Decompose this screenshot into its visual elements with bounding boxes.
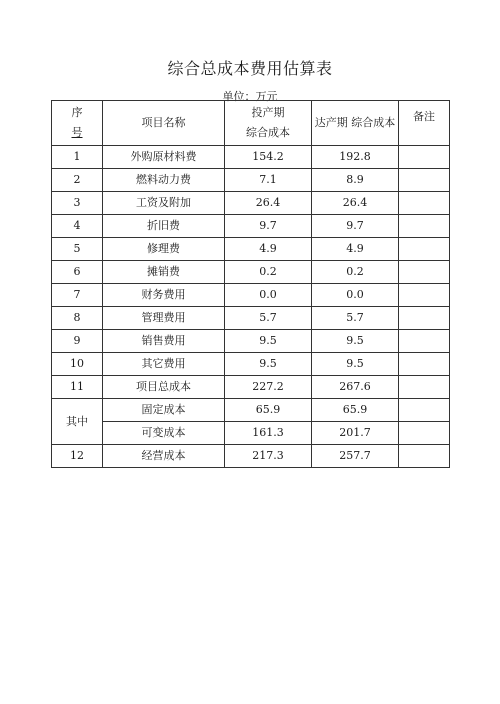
cell-item: 固定成本 — [103, 399, 225, 422]
cell-seq: 1 — [52, 146, 103, 169]
cell-note — [399, 376, 450, 399]
cell-note — [399, 261, 450, 284]
unit-label: 单位：万元 — [222, 90, 278, 103]
table-row — [52, 399, 450, 422]
header-seq: 序 号 — [52, 101, 103, 146]
table-row — [52, 307, 450, 330]
cell-seq: 3 — [52, 192, 103, 215]
cell-full: 8.9 — [312, 169, 399, 192]
cell-full: 26.4 — [312, 192, 399, 215]
cell-investment: 9.7 — [225, 215, 312, 238]
cell-note — [399, 307, 450, 330]
cell-item: 销售费用 — [103, 330, 225, 353]
table-row — [52, 284, 450, 307]
cell-full: 4.9 — [312, 238, 399, 261]
cell-seq: 7 — [52, 284, 103, 307]
table-row — [52, 330, 450, 353]
cell-note — [399, 330, 450, 353]
cost-estimate-table — [51, 100, 450, 468]
cell-full: 0.0 — [312, 284, 399, 307]
cell-note — [399, 238, 450, 261]
header-investment: 投产期 综合成本 — [225, 101, 312, 146]
cell-seq: 5 — [52, 238, 103, 261]
table-row — [52, 238, 450, 261]
cell-item: 其它费用 — [103, 353, 225, 376]
header-item: 项目名称 — [103, 101, 225, 146]
table-row — [52, 146, 450, 169]
cell-seq: 11 — [52, 376, 103, 399]
cell-investment: 9.5 — [225, 353, 312, 376]
cell-item: 外购原材料费 — [103, 146, 225, 169]
cell-note — [399, 169, 450, 192]
cell-investment: 0.2 — [225, 261, 312, 284]
cell-item: 折旧费 — [103, 215, 225, 238]
table-header-row — [52, 101, 450, 146]
table-row — [52, 215, 450, 238]
table-row — [52, 376, 450, 399]
cell-investment: 7.1 — [225, 169, 312, 192]
cell-item: 工资及附加 — [103, 192, 225, 215]
cell-note — [399, 146, 450, 169]
cell-item: 管理费用 — [103, 307, 225, 330]
header-full-production: 达产期 综合成本 — [312, 101, 399, 146]
cell-item: 修理费 — [103, 238, 225, 261]
cell-investment: 217.3 — [225, 445, 312, 468]
cell-note — [399, 353, 450, 376]
table-row — [52, 445, 450, 468]
cell-full: 257.7 — [312, 445, 399, 468]
cell-full: 65.9 — [312, 399, 399, 422]
cell-investment: 65.9 — [225, 399, 312, 422]
cell-item: 燃料动力费 — [103, 169, 225, 192]
cell-seq: 9 — [52, 330, 103, 353]
cell-item: 经营成本 — [103, 445, 225, 468]
header-note: 备注 — [399, 101, 450, 146]
cell-seq: 10 — [52, 353, 103, 376]
cell-seq: 2 — [52, 169, 103, 192]
cell-note — [399, 215, 450, 238]
cell-full: 0.2 — [312, 261, 399, 284]
cell-investment: 0.0 — [225, 284, 312, 307]
cell-investment: 26.4 — [225, 192, 312, 215]
cell-item: 可变成本 — [103, 422, 225, 445]
cell-full: 5.7 — [312, 307, 399, 330]
cell-note — [399, 445, 450, 468]
cell-investment: 5.7 — [225, 307, 312, 330]
table-row — [52, 422, 450, 445]
cell-of-which-label: 其中 — [52, 399, 103, 445]
cell-seq: 12 — [52, 445, 103, 468]
cell-investment: 227.2 — [225, 376, 312, 399]
cell-note — [399, 422, 450, 445]
cell-note — [399, 399, 450, 422]
table-row — [52, 353, 450, 376]
table-row — [52, 261, 450, 284]
cell-full: 267.6 — [312, 376, 399, 399]
cell-seq: 6 — [52, 261, 103, 284]
cell-full: 9.7 — [312, 215, 399, 238]
cell-full: 9.5 — [312, 330, 399, 353]
cell-full: 201.7 — [312, 422, 399, 445]
cell-note — [399, 192, 450, 215]
cell-item: 项目总成本 — [103, 376, 225, 399]
table-row — [52, 169, 450, 192]
cell-investment: 154.2 — [225, 146, 312, 169]
table-row — [52, 192, 450, 215]
page-title: 综合总成本费用估算表 — [167, 59, 333, 78]
cell-seq: 4 — [52, 215, 103, 238]
cell-item: 财务费用 — [103, 284, 225, 307]
cell-item: 摊销费 — [103, 261, 225, 284]
cell-note — [399, 284, 450, 307]
cell-seq: 8 — [52, 307, 103, 330]
cell-investment: 161.3 — [225, 422, 312, 445]
cell-investment: 9.5 — [225, 330, 312, 353]
cell-full: 9.5 — [312, 353, 399, 376]
cell-full: 192.8 — [312, 146, 399, 169]
cell-investment: 4.9 — [225, 238, 312, 261]
